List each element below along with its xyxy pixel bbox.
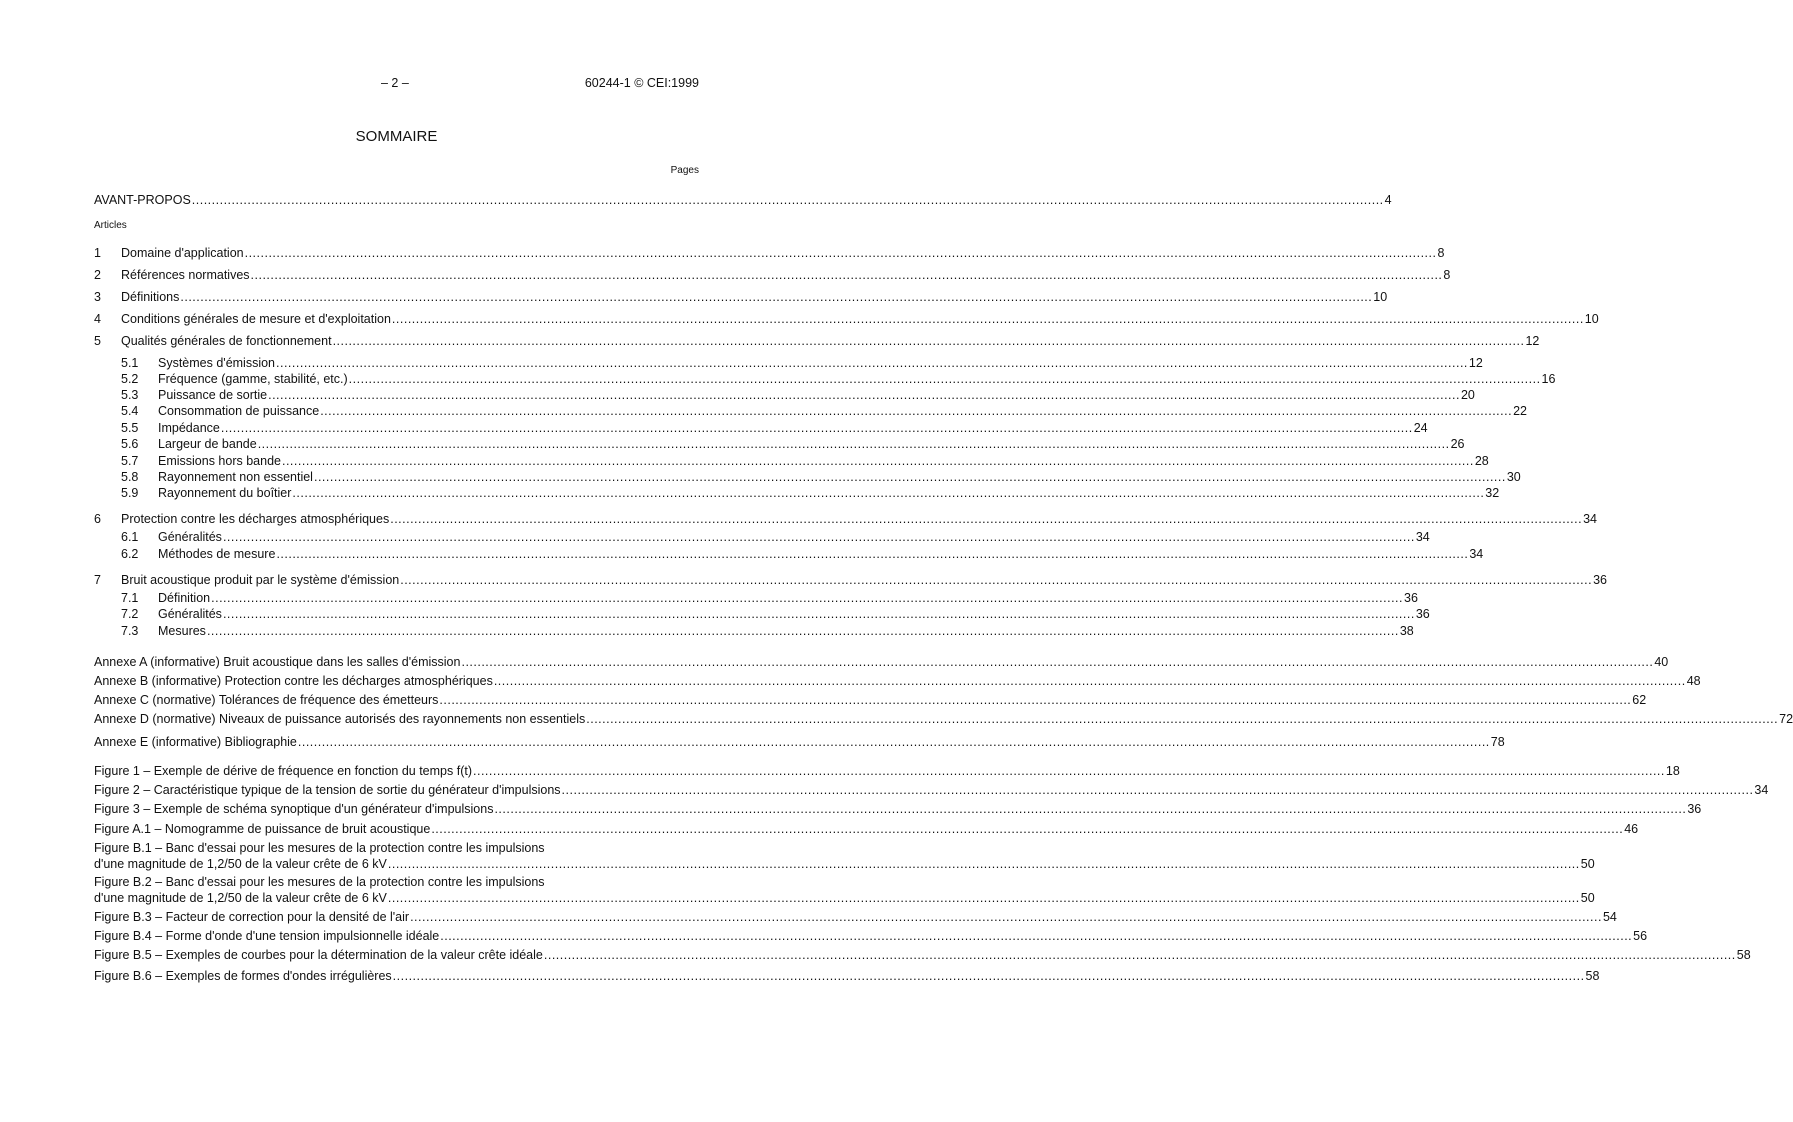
- dot-leader: ............................................................................................................................................................................................................................................................................................................: [257, 437, 1450, 451]
- toc-entry-title: Emissions hors bande: [158, 454, 281, 468]
- toc-entry-title: AVANT-PROPOS: [94, 193, 191, 207]
- toc-entry-number: 5.4: [121, 404, 139, 418]
- toc-entry-number: 5.5: [121, 421, 139, 435]
- dot-leader: ............................................................................................................................................................................................................................................................................................................: [211, 591, 1403, 605]
- toc-entry-title-line1: Figure B.2 – Banc d'essai pour les mesures de la protection contre les impulsions: [94, 875, 545, 889]
- dot-leader: ............................................................................................................................................................................................................................................................................................................: [461, 655, 1654, 669]
- toc-entry-title: Protection contre les décharges atmosphériques: [121, 512, 390, 526]
- toc-entry-title: d'une magnitude de 1,2/50 de la valeur crête de 6 kV: [94, 857, 387, 871]
- toc-entry-number: 7.3: [121, 624, 139, 638]
- toc-entry-page: 58: [1585, 969, 1600, 983]
- toc-entry-page: 40: [1654, 655, 1669, 669]
- toc-entry-page: 58: [1736, 948, 1751, 962]
- toc-entry-number: 5: [94, 334, 101, 348]
- toc-entry-page: 34: [1754, 783, 1769, 797]
- toc-entry-page: 62: [1632, 693, 1647, 707]
- toc-entry-number: 4: [94, 312, 101, 326]
- toc-entry-title: d'une magnitude de 1,2/50 de la valeur crête de 6 kV: [94, 891, 387, 905]
- pages-label: Pages: [670, 165, 699, 176]
- toc-entry-title: Largeur de bande: [158, 437, 257, 451]
- toc-entry-page: 22: [1513, 404, 1527, 418]
- toc-entry[interactable]: [94, 511, 1597, 527]
- toc-entry[interactable]: [94, 947, 1751, 963]
- toc-entry-number: 2: [94, 268, 101, 282]
- toc-entry[interactable]: [94, 245, 1445, 261]
- dot-leader: ............................................................................................................................................................................................................................................................................................................: [244, 246, 1437, 260]
- toc-entry-title: Définitions: [121, 290, 180, 304]
- toc-entry-title: Mesures: [158, 624, 206, 638]
- toc-entry-title: Systèmes d'émission: [158, 356, 276, 370]
- toc-entry-page: 28: [1474, 454, 1489, 468]
- toc-entry-title: Figure 2 – Caractéristique typique de la tension de sortie du générateur d'impulsions: [94, 783, 561, 797]
- toc-entry[interactable]: [94, 572, 1607, 588]
- dot-leader: ............................................................................................................................................................................................................................................................................................................: [268, 388, 1460, 402]
- toc-entry-page: 24: [1413, 421, 1428, 435]
- toc-entry-number: 6.1: [121, 530, 139, 544]
- toc-entry-title: Généralités: [158, 607, 222, 621]
- toc-entry-page: 36: [1404, 591, 1418, 605]
- toc-entry-page: 20: [1460, 388, 1475, 402]
- dot-leader: ............................................................................................................................................................................................................................................................................................................: [494, 802, 1687, 816]
- toc-entry-title: Puissance de sortie: [158, 388, 268, 402]
- toc-entry-title: Annexe A (informative) Bruit acoustique dans les salles d'émission: [94, 655, 461, 669]
- dot-leader: ............................................................................................................................................................................................................................................................................................................: [392, 969, 1585, 983]
- toc-entry[interactable]: [94, 311, 1599, 327]
- toc-entry-page: 78: [1490, 735, 1505, 749]
- page-title: SOMMAIRE: [355, 128, 438, 145]
- toc-entry[interactable]: [94, 371, 1556, 387]
- toc-entry[interactable]: [94, 623, 1414, 639]
- toc-entry-title: Conditions générales de mesure et d'exploitation: [121, 312, 391, 326]
- dot-leader: ............................................................................................................................................................................................................................................................................................................: [276, 547, 1469, 561]
- dot-leader: ............................................................................................................................................................................................................................................................................................................: [297, 735, 1490, 749]
- toc-entry[interactable]: [94, 968, 1600, 984]
- dot-leader: ............................................................................................................................................................................................................................................................................................................: [390, 512, 1583, 526]
- toc-entry-page: 50: [1580, 857, 1595, 871]
- dot-leader: ............................................................................................................................................................................................................................................................................................................: [220, 421, 1413, 435]
- toc-entry[interactable]: [94, 529, 1430, 545]
- dot-leader: ............................................................................................................................................................................................................................................................................................................: [222, 530, 1415, 544]
- toc-entry[interactable]: [94, 333, 1540, 349]
- dot-leader: ............................................................................................................................................................................................................................................................................................................: [281, 454, 1474, 468]
- toc-entry-title: Références normatives: [121, 268, 250, 282]
- toc-entry-page: 10: [1584, 312, 1599, 326]
- toc-entry-page: 10: [1373, 290, 1388, 304]
- toc-entry[interactable]: [94, 734, 1505, 750]
- toc-entry-number: 3: [94, 290, 101, 304]
- dot-leader: ............................................................................................................................................................................................................................................................................................................: [586, 712, 1779, 726]
- toc-entry-number: 5.7: [121, 454, 139, 468]
- toc-entry-number: 7.1: [121, 591, 139, 605]
- toc-entry-number: 6.2: [121, 547, 139, 561]
- toc-entry-title: Annexe E (informative) Bibliographie: [94, 735, 297, 749]
- toc-entry[interactable]: [94, 192, 1392, 208]
- toc-entry-page: 30: [1506, 470, 1521, 484]
- toc-entry[interactable]: [94, 821, 1639, 837]
- toc-entry[interactable]: [94, 355, 1483, 371]
- toc-entry-number: 5.3: [121, 388, 139, 402]
- toc-entry-number: 5.9: [121, 486, 139, 500]
- articles-label: Articles: [94, 220, 127, 231]
- toc-entry-page: 56: [1633, 929, 1648, 943]
- toc-entry-page: 50: [1580, 891, 1595, 905]
- dot-leader: ............................................................................................................................................................................................................................................................................................................: [561, 783, 1754, 797]
- dot-leader: ............................................................................................................................................................................................................................................................................................................: [431, 822, 1624, 836]
- toc-entry-page: 32: [1485, 486, 1500, 500]
- dot-leader: ............................................................................................................................................................................................................................................................................................................: [391, 312, 1584, 326]
- toc-entry[interactable]: [94, 453, 1489, 469]
- toc-entry-page: 34: [1583, 512, 1597, 526]
- toc-entry-page: 16: [1541, 372, 1556, 386]
- dot-leader: ............................................................................................................................................................................................................................................................................................................: [292, 486, 1485, 500]
- toc-entry-title: Domaine d'application: [121, 246, 244, 260]
- dot-leader: ............................................................................................................................................................................................................................................................................................................: [400, 573, 1593, 587]
- toc-entry[interactable]: [94, 289, 1388, 305]
- toc-entry-page: 18: [1665, 764, 1680, 778]
- toc-entry-title: Méthodes de mesure: [158, 547, 276, 561]
- dot-leader: ............................................................................................................................................................................................................................................................................................................: [276, 356, 1468, 370]
- toc-entry[interactable]: [94, 546, 1484, 562]
- page-number: – 2 –: [381, 76, 409, 90]
- toc-entry-title: Figure 3 – Exemple de schéma synoptique d'un générateur d'impulsions: [94, 802, 494, 816]
- toc-entry-page: 54: [1602, 910, 1617, 924]
- toc-entry[interactable]: [94, 801, 1702, 817]
- dot-leader: ............................................................................................................................................................................................................................................................................................................: [473, 764, 1665, 778]
- dot-leader: ............................................................................................................................................................................................................................................................................................................: [440, 929, 1633, 943]
- dot-leader: ............................................................................................................................................................................................................................................................................................................: [387, 857, 1580, 871]
- dot-leader: ............................................................................................................................................................................................................................................................................................................: [493, 674, 1686, 688]
- dot-leader: ............................................................................................................................................................................................................................................................................................................: [320, 404, 1513, 418]
- toc-entry[interactable]: [94, 590, 1418, 606]
- toc-entry-title: Figure 1 – Exemple de dérive de fréquence en fonction du temps f(t): [94, 764, 472, 778]
- toc-entry-title: Figure B.4 – Forme d'onde d'une tension impulsionnelle idéale: [94, 929, 440, 943]
- toc-entry[interactable]: [94, 856, 1595, 872]
- dot-leader: ............................................................................................................................................................................................................................................................................................................: [180, 290, 1373, 304]
- toc-entry-page: 12: [1468, 356, 1483, 370]
- toc-entry-title: Annexe B (informative) Protection contre les décharges atmosphériques: [94, 674, 493, 688]
- toc-entry[interactable]: [94, 673, 1701, 689]
- toc-entry[interactable]: [94, 267, 1451, 283]
- toc-entry-title: Définition: [158, 591, 211, 605]
- toc-entry-page: 48: [1686, 674, 1701, 688]
- document-reference: 60244-1 © CEI:1999: [584, 76, 699, 90]
- toc-entry[interactable]: [94, 909, 1617, 925]
- dot-leader: ............................................................................................................................................................................................................................................................................................................: [222, 607, 1415, 621]
- toc-entry-number: 6: [94, 512, 101, 526]
- toc-entry-title: Rayonnement du boîtier: [158, 486, 292, 500]
- toc-entry-title: Bruit acoustique produit par le système d'émission: [121, 573, 400, 587]
- toc-entry-title: Fréquence (gamme, stabilité, etc.): [158, 372, 348, 386]
- toc-entry[interactable]: [94, 606, 1430, 622]
- toc-entry-number: 5.1: [121, 356, 139, 370]
- toc-entry[interactable]: [94, 387, 1475, 403]
- dot-leader: ............................................................................................................................................................................................................................................................................................................: [313, 470, 1506, 484]
- toc-entry[interactable]: [94, 485, 1500, 501]
- dot-leader: ............................................................................................................................................................................................................................................................................................................: [206, 624, 1399, 638]
- toc-entry[interactable]: [94, 420, 1428, 436]
- toc-entry-page: 34: [1469, 547, 1484, 561]
- toc-entry-page: 8: [1443, 268, 1451, 282]
- dot-leader: ............................................................................................................................................................................................................................................................................................................: [543, 948, 1736, 962]
- toc-entry-page: 72: [1779, 712, 1793, 726]
- toc-entry[interactable]: [94, 436, 1465, 452]
- toc-entry-number: 5.8: [121, 470, 139, 484]
- toc-entry-page: 8: [1437, 246, 1445, 260]
- dot-leader: ............................................................................................................................................................................................................................................................................................................: [410, 910, 1602, 924]
- toc-entry-number: 5.2: [121, 372, 139, 386]
- toc-entry[interactable]: [94, 403, 1527, 419]
- toc-entry-title: Figure B.5 – Exemples de courbes pour la détermination de la valeur crête idéale: [94, 948, 543, 962]
- toc-entry-page: 4: [1384, 193, 1392, 207]
- toc-entry-title: Qualités générales de fonctionnement: [121, 334, 332, 348]
- toc-entry-page: 12: [1525, 334, 1540, 348]
- toc-entry-title: Annexe C (normative) Tolérances de fréquence des émetteurs: [94, 693, 439, 707]
- toc-entry-title: Rayonnement non essentiel: [158, 470, 313, 484]
- toc-entry-title: Impédance: [158, 421, 220, 435]
- dot-leader: ............................................................................................................................................................................................................................................................................................................: [387, 891, 1580, 905]
- dot-leader: ............................................................................................................................................................................................................................................................................................................: [348, 372, 1541, 386]
- toc-entry-title: Figure B.6 – Exemples de formes d'ondes irrégulières: [94, 969, 392, 983]
- toc-entry-page: 26: [1450, 437, 1465, 451]
- toc-entry-title: Figure B.3 – Facteur de correction pour la densité de l'air: [94, 910, 410, 924]
- toc-entry-title-line1: Figure B.1 – Banc d'essai pour les mesures de la protection contre les impulsions: [94, 841, 545, 855]
- toc-entry[interactable]: [94, 890, 1595, 906]
- toc-entry-number: 7: [94, 573, 101, 587]
- toc-entry[interactable]: [94, 711, 1793, 727]
- toc-entry-page: 38: [1399, 624, 1414, 638]
- dot-leader: ............................................................................................................................................................................................................................................................................................................: [191, 193, 1384, 207]
- toc-entry-page: 34: [1415, 530, 1430, 544]
- toc-entry-title: Annexe D (normative) Niveaux de puissance autorisés des rayonnements non essentiels: [94, 712, 586, 726]
- toc-entry-title: Consommation de puissance: [158, 404, 320, 418]
- toc-entry-title: Généralités: [158, 530, 222, 544]
- toc-entry-number: 5.6: [121, 437, 139, 451]
- toc-entry-title: Figure A.1 – Nomogramme de puissance de bruit acoustique: [94, 822, 431, 836]
- toc-entry-number: 1: [94, 246, 101, 260]
- toc-entry[interactable]: [94, 782, 1769, 798]
- toc-entry[interactable]: [94, 928, 1648, 944]
- dot-leader: ............................................................................................................................................................................................................................................................................................................: [332, 334, 1525, 348]
- toc-entry[interactable]: [94, 469, 1521, 485]
- toc-entry-number: 7.2: [121, 607, 139, 621]
- toc-entry-page: 36: [1415, 607, 1430, 621]
- toc-entry-page: 36: [1687, 802, 1702, 816]
- toc-entry[interactable]: [94, 763, 1680, 779]
- dot-leader: ............................................................................................................................................................................................................................................................................................................: [250, 268, 1443, 282]
- toc-entry[interactable]: [94, 654, 1669, 670]
- toc-entry-page: 36: [1593, 573, 1607, 587]
- dot-leader: ............................................................................................................................................................................................................................................................................................................: [439, 693, 1632, 707]
- toc-entry-page: 46: [1624, 822, 1639, 836]
- toc-entry[interactable]: [94, 692, 1647, 708]
